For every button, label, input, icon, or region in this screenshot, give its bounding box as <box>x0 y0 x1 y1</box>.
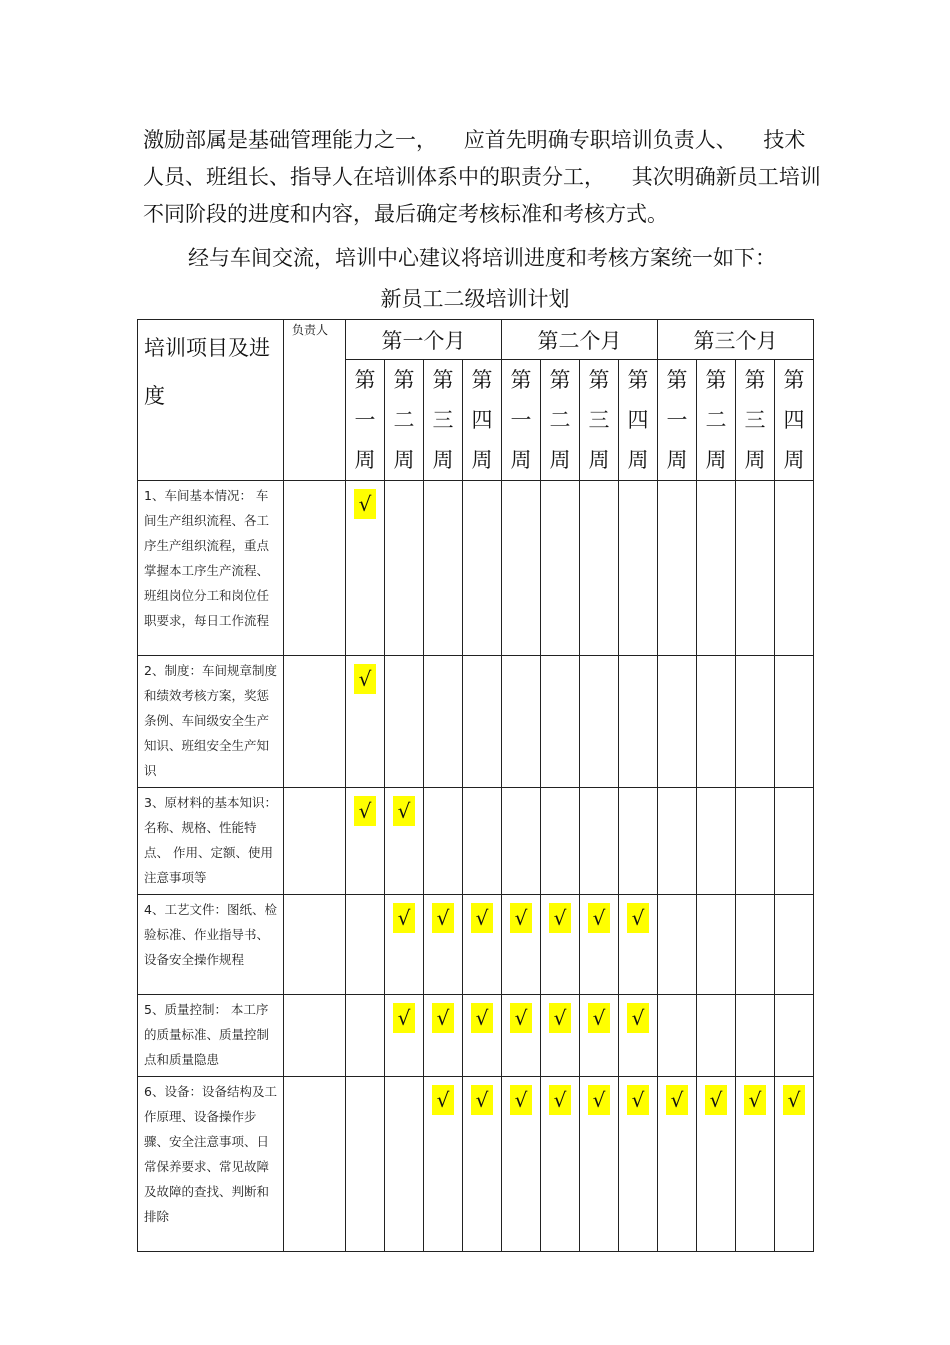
week-cell <box>619 656 658 788</box>
week-cell <box>580 995 619 1077</box>
check-mark: √ <box>666 1085 688 1115</box>
check-mark: √ <box>471 903 493 933</box>
table-row <box>138 481 814 656</box>
week-cell <box>385 995 424 1077</box>
week-cell <box>424 788 463 895</box>
header-month-2-week-4: 第四周 <box>619 360 658 481</box>
week-cell <box>502 895 541 995</box>
week-cell <box>775 656 814 788</box>
header-month-1-week-1: 第一周 <box>346 360 385 481</box>
week-cell <box>463 481 502 656</box>
check-mark: √ <box>549 1003 571 1033</box>
week-cell <box>385 481 424 656</box>
week-cell <box>424 656 463 788</box>
week-cell <box>346 1077 385 1252</box>
training-item-text: 2、制度：车间规章制度和绩效考核方案，奖惩条例、车间级安全生产知识、班组安全生产知识 <box>138 656 284 788</box>
check-mark: √ <box>393 903 415 933</box>
week-cell <box>463 895 502 995</box>
week-cell <box>424 995 463 1077</box>
header-month-1: 第一个月 <box>346 320 502 360</box>
week-cell <box>619 995 658 1077</box>
week-cell <box>775 788 814 895</box>
week-cell <box>346 481 385 656</box>
week-cell <box>736 656 775 788</box>
week-cell <box>541 895 580 995</box>
check-mark: √ <box>432 903 454 933</box>
week-cell <box>463 656 502 788</box>
check-mark: √ <box>432 1085 454 1115</box>
check-mark: √ <box>627 903 649 933</box>
week-cell <box>385 656 424 788</box>
week-cell <box>502 656 541 788</box>
header-month-2: 第二个月 <box>502 320 658 360</box>
check-mark: √ <box>588 1003 610 1033</box>
header-responsible: 负责人 <box>284 320 346 481</box>
table-row <box>138 1077 814 1252</box>
week-cell <box>619 1077 658 1252</box>
week-cell <box>775 995 814 1077</box>
week-cell <box>424 481 463 656</box>
week-cell <box>736 481 775 656</box>
week-cell <box>697 995 736 1077</box>
week-cell <box>658 995 697 1077</box>
week-cell <box>580 656 619 788</box>
table-row <box>138 656 814 788</box>
check-mark: √ <box>549 1085 571 1115</box>
week-cell <box>697 895 736 995</box>
check-mark: √ <box>510 1003 532 1033</box>
check-mark: √ <box>354 796 376 826</box>
week-cell <box>541 656 580 788</box>
responsible-cell <box>284 656 346 788</box>
week-cell <box>658 895 697 995</box>
training-plan-table <box>137 319 814 1252</box>
week-cell <box>736 1077 775 1252</box>
header-month-3-week-4: 第四周 <box>775 360 814 481</box>
table-row <box>138 995 814 1077</box>
week-cell <box>502 995 541 1077</box>
week-cell <box>697 656 736 788</box>
check-mark: √ <box>744 1085 766 1115</box>
week-cell <box>541 995 580 1077</box>
week-cell <box>580 788 619 895</box>
header-month-3-week-2: 第二周 <box>697 360 736 481</box>
week-cell <box>580 481 619 656</box>
week-cell <box>346 895 385 995</box>
week-cell <box>775 481 814 656</box>
week-cell <box>346 656 385 788</box>
header-month-1-week-4: 第四周 <box>463 360 502 481</box>
responsible-cell <box>284 788 346 895</box>
week-cell <box>424 1077 463 1252</box>
week-cell <box>775 1077 814 1252</box>
check-mark: √ <box>432 1003 454 1033</box>
week-cell <box>463 995 502 1077</box>
week-cell <box>697 1077 736 1252</box>
week-cell <box>697 481 736 656</box>
week-cell <box>580 895 619 995</box>
training-item-text: 4、工艺文件：图纸、检验标准、作业指导书、设备安全操作规程 <box>138 895 284 995</box>
training-item-text: 5、质量控制： 本工序的质量标准、质量控制点和质量隐患 <box>138 995 284 1077</box>
header-item: 培训项目及进度 <box>138 320 284 481</box>
training-item-text: 1、车间基本情况： 车间生产组织流程、各工序生产组织流程，重点掌握本工序生产流程、班组岗位分工和岗位任职要求，每日工作流程 <box>138 481 284 656</box>
training-item-text: 6、设备：设备结构及工作原理、设备操作步骤、安全注意事项、日常保养要求、常见故障及故障的查找、判断和排除 <box>138 1077 284 1252</box>
check-mark: √ <box>354 489 376 519</box>
week-cell <box>541 481 580 656</box>
week-cell <box>385 1077 424 1252</box>
responsible-cell <box>284 995 346 1077</box>
week-cell <box>619 481 658 656</box>
week-cell <box>736 995 775 1077</box>
table-row <box>138 895 814 995</box>
intro-paragraph-2: 经与车间交流，培训中心建议将培训进度和考核方案统一如下： <box>188 246 776 270</box>
header-month-2-week-2: 第二周 <box>541 360 580 481</box>
week-cell <box>385 788 424 895</box>
week-cell <box>346 995 385 1077</box>
header-month-3: 第三个月 <box>658 320 814 360</box>
check-mark: √ <box>471 1085 493 1115</box>
week-cell <box>424 895 463 995</box>
week-cell <box>658 1077 697 1252</box>
week-cell <box>658 656 697 788</box>
week-cell <box>619 788 658 895</box>
week-cell <box>619 895 658 995</box>
check-mark: √ <box>510 1085 532 1115</box>
header-month-1-week-3: 第三周 <box>424 360 463 481</box>
week-cell <box>580 1077 619 1252</box>
responsible-cell <box>284 1077 346 1252</box>
table-row <box>138 788 814 895</box>
week-cell <box>736 895 775 995</box>
week-cell <box>385 895 424 995</box>
header-month-2-week-1: 第一周 <box>502 360 541 481</box>
week-cell <box>502 1077 541 1252</box>
check-mark: √ <box>510 903 532 933</box>
responsible-cell <box>284 895 346 995</box>
week-cell <box>736 788 775 895</box>
week-cell <box>775 895 814 995</box>
check-mark: √ <box>588 903 610 933</box>
check-mark: √ <box>393 1003 415 1033</box>
check-mark: √ <box>627 1085 649 1115</box>
week-cell <box>658 481 697 656</box>
check-mark: √ <box>549 903 571 933</box>
week-cell <box>658 788 697 895</box>
header-month-3-week-3: 第三周 <box>736 360 775 481</box>
week-cell <box>541 1077 580 1252</box>
week-cell <box>463 788 502 895</box>
check-mark: √ <box>705 1085 727 1115</box>
check-mark: √ <box>471 1003 493 1033</box>
check-mark: √ <box>393 796 415 826</box>
check-mark: √ <box>588 1085 610 1115</box>
week-cell <box>697 788 736 895</box>
week-cell <box>541 788 580 895</box>
week-cell <box>502 481 541 656</box>
training-item-text: 3、原材料的基本知识：名称、规格、性能特点、 作用、定额、使用注意事项等 <box>138 788 284 895</box>
check-mark: √ <box>354 664 376 694</box>
responsible-cell <box>284 481 346 656</box>
header-month-2-week-3: 第三周 <box>580 360 619 481</box>
header-month-3-week-1: 第一周 <box>658 360 697 481</box>
header-month-1-week-2: 第二周 <box>385 360 424 481</box>
week-cell <box>502 788 541 895</box>
week-cell <box>346 788 385 895</box>
intro-paragraph-1: 激励部属是基础管理能力之一， 应首先明确专职培训负责人、 技术人员、班组长、指导人在培训体系中的职责分工， 其次明确新员工培训不同阶段的进度和内容，最后确定考核标准和考核方式。 <box>143 128 821 226</box>
check-mark: √ <box>627 1003 649 1033</box>
check-mark: √ <box>783 1085 805 1115</box>
week-cell <box>463 1077 502 1252</box>
table-title: 新员工二级培训计划 <box>380 287 570 311</box>
